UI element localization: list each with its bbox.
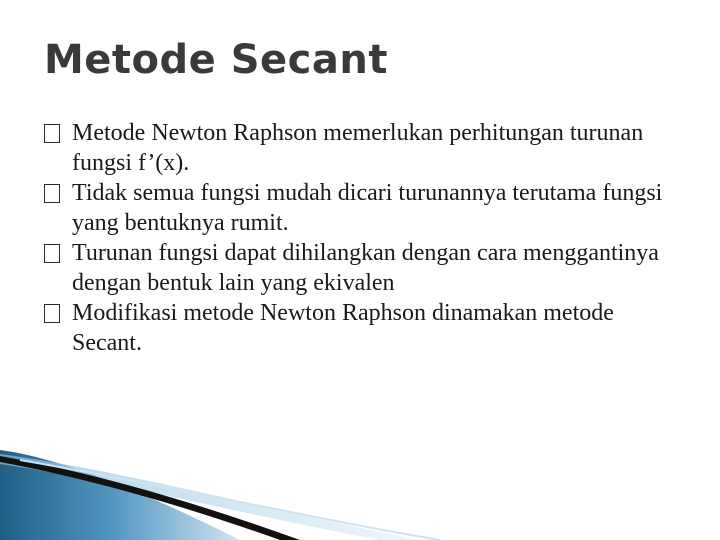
bullet-box-icon	[44, 304, 60, 323]
bullet-list	[44, 118, 684, 358]
bullet-item	[44, 298, 684, 358]
bullet-text: Metode Newton Raphson memerlukan perhitungan turunan fungsi f’(x).	[72, 120, 644, 176]
slide-title: Metode Secant	[44, 37, 388, 83]
corner-wave-decoration	[0, 450, 720, 540]
bullet-text: Tidak semua fungsi mudah dicari turunannya terutama fungsi yang bentuknya rumit.	[72, 180, 663, 236]
bullet-text: Modifikasi metode Newton Raphson dinamakan metode Secant.	[72, 300, 614, 356]
bullet-box-icon	[44, 184, 60, 203]
bullet-box-icon	[44, 244, 60, 263]
bullet-box-icon	[44, 124, 60, 143]
bullet-text: Turunan fungsi dapat dihilangkan dengan cara menggantinya dengan bentuk lain yang ekivalen	[72, 240, 659, 296]
bullet-item	[44, 118, 684, 178]
bullet-item	[44, 178, 684, 238]
bullet-item	[44, 238, 684, 298]
